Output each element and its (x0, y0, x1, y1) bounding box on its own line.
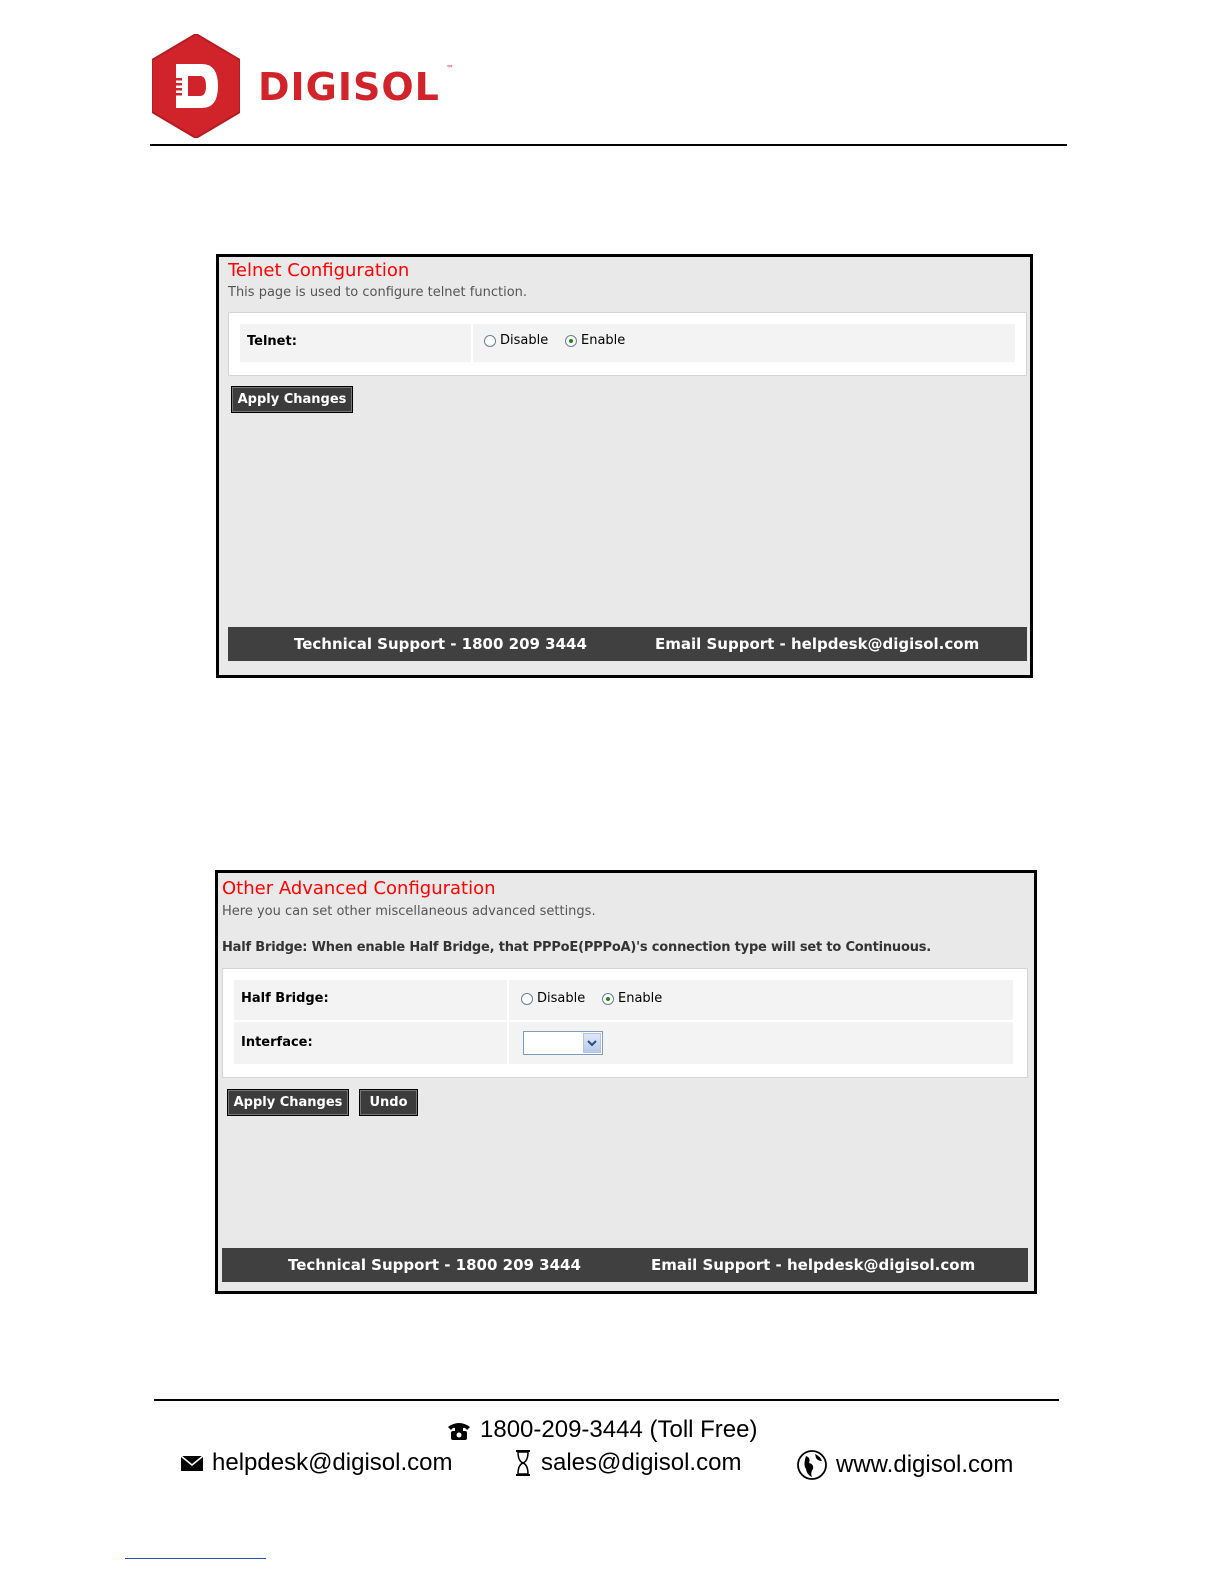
radio-label: Disable (537, 991, 586, 1006)
telnet-label: Telnet: (247, 334, 297, 349)
telnet-disable-radio[interactable] (484, 333, 548, 348)
interface-select[interactable] (523, 1031, 603, 1055)
sales-contact (513, 1449, 741, 1477)
cell-divider (507, 1022, 509, 1064)
helpdesk-contact (180, 1449, 452, 1477)
brand-name: DIGISOL (258, 65, 440, 109)
phone-number: 1800-209-3444 (Toll Free) (480, 1416, 758, 1443)
telnet-enable-radio[interactable] (565, 333, 625, 348)
cell-divider (507, 980, 509, 1020)
footnote-rule (125, 1558, 266, 1559)
cell-divider (471, 324, 473, 362)
advanced-config-screenshot (215, 870, 1037, 1294)
support-footer-bar (228, 627, 1027, 661)
half-bridge-label: Half Bridge: (241, 991, 329, 1006)
table-row (234, 1022, 1013, 1064)
radio-label: Enable (581, 333, 626, 348)
table-row (234, 980, 1013, 1020)
radio-circle-checked-icon (565, 335, 577, 347)
hourglass-icon (513, 1449, 533, 1477)
half-bridge-disable-radio[interactable] (521, 991, 585, 1006)
page-title: Telnet Configuration (228, 260, 410, 281)
page-title: Other Advanced Configuration (222, 878, 496, 899)
digisol-logo (152, 34, 462, 140)
interface-label: Interface: (241, 1035, 313, 1050)
header-divider (150, 144, 1067, 146)
sales-email: sales@digisol.com (541, 1449, 742, 1476)
mail-icon (180, 1453, 204, 1473)
telnet-config-screenshot (216, 254, 1033, 678)
radio-circle-icon (484, 335, 496, 347)
website-url[interactable]: www.digisol.com (836, 1451, 1014, 1478)
footer-divider (154, 1399, 1059, 1401)
phone-contact (446, 1416, 758, 1444)
telephone-icon (446, 1419, 472, 1441)
page-description: Here you can set other miscellaneous advanced settings. (222, 904, 596, 919)
undo-button[interactable]: Undo (359, 1089, 418, 1116)
half-bridge-enable-radio[interactable] (602, 991, 662, 1006)
support-footer-bar (222, 1248, 1028, 1282)
helpdesk-email: helpdesk@digisol.com (212, 1449, 453, 1476)
technical-support-text: Technical Support - 1800 209 3444 (288, 1256, 581, 1274)
website-contact (796, 1449, 1013, 1481)
page-description: This page is used to configure telnet function. (228, 285, 528, 300)
email-support-text: Email Support - helpdesk@digisol.com (651, 1256, 976, 1274)
logo-hexagon-icon (152, 34, 240, 138)
radio-circle-icon (521, 993, 533, 1005)
apply-changes-button[interactable]: Apply Changes (231, 386, 353, 413)
settings-table (228, 312, 1027, 376)
globe-icon (796, 1449, 828, 1481)
chevron-down-icon[interactable] (583, 1033, 601, 1053)
technical-support-text: Technical Support - 1800 209 3444 (294, 635, 587, 653)
table-row (240, 324, 1015, 362)
apply-changes-button[interactable]: Apply Changes (227, 1089, 349, 1116)
radio-label: Enable (618, 991, 663, 1006)
half-bridge-note: Half Bridge: When enable Half Bridge, that PPPoE(PPPoA)'s connection type will set to Continuous. (222, 940, 932, 955)
radio-label: Disable (500, 333, 549, 348)
radio-circle-checked-icon (602, 993, 614, 1005)
trademark-mark: ™ (446, 64, 454, 73)
email-support-text: Email Support - helpdesk@digisol.com (655, 635, 980, 653)
settings-table (222, 968, 1028, 1078)
